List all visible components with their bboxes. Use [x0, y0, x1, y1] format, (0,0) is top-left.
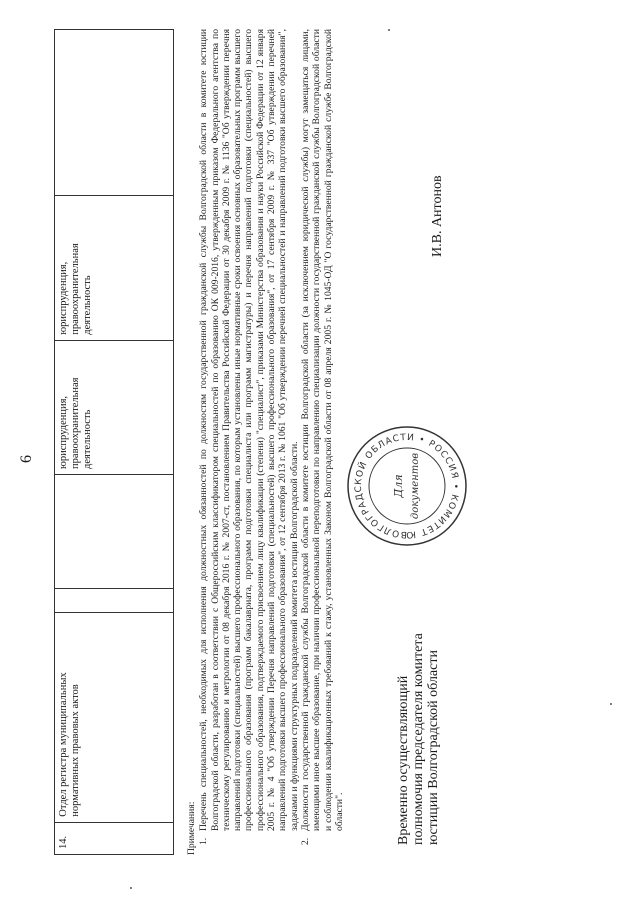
- table-row: [55, 30, 174, 855]
- education-requirement-cell: юриспруденция, правоохранительная деятельность: [55, 340, 174, 474]
- signatory-name: И.В. Антонов: [430, 175, 445, 257]
- note-text: Перечень специальностей, необходимых для исполнения должностных обязанностей по должностям государственной гражданской службы Волгоградской области в комитете юстиции Волгоградской области, разработан в соответствии с Общероссийским классификатором специальностей по образованию ОК 009-2016, утвержденным приказом Федерального агентства по техническому регулированию и метрологии от 08 декабря 2016 г. № 2007-ст, постановлением Правительства Российской Федерации от 30 декабря 2009 г. № 1136 "Об утверждении перечня направлений подготовки (специальностей) высшего профессионального образования, по которым установлены иные нормативные сроки освоения основных образовательных программ высшего профессионального образования (программ бакалавриата, программ подготовки специалиста или программ магистратуры) и перечня направлений подготовки (специальностей) высшего профессионального образования, подтверждаемого присвоением лицу квалификации (степени) "специалист", приказами Министерства образования и науки Российской Федерации от 12 января 2005 г. № 4 "Об утверждении Перечня направлений подготовки (специальностей) высшего профессионального образования", от 17 сентября 2009 г. № 337 "Об утверждении перечней направлений подготовки высшего профессионального образования", от 12 сентября 2013 г. № 1061 "Об утверждении перечней специальностей и направлений подготовки высшего образования", задачами и функциями структурных подразделений комитета юстиции Волгоградской области.: [198, 29, 300, 831]
- svg-text:документов: документов: [410, 452, 421, 520]
- notes-section: [186, 29, 345, 855]
- signature-title-line: юстиции Волгоградской области: [426, 650, 441, 845]
- row-number: 14.: [55, 822, 174, 854]
- note-text: Должности государственной гражданской службы Волгоградской области в комитете юстиции Волгоградской области (за исключением юридической службы) могут замещаться лицами, имеющими иное высшее образование, при наличии профессиональной переподготовки по направлению специализации должности государственной гражданской службы Волгоградской области и соблюдении квалификационных требований к стажу, установленных Законом Волгоградской области от 08 апреля 2005 г. № 1045-ОД "О государственной гражданской службе Волгоградской области".: [299, 29, 345, 831]
- notes-title: Примечания:: [186, 801, 197, 855]
- signature-title-line: полномочия председателя комитета: [411, 633, 426, 845]
- empty-cell: [55, 588, 174, 612]
- signature-block: [396, 633, 441, 845]
- education-requirement-cell: юриспруденция, правоохранительная деятельность: [55, 195, 174, 340]
- official-seal-stamp: [344, 423, 470, 549]
- positions-table: [54, 29, 174, 855]
- empty-cell: [55, 474, 174, 588]
- note-number: 1.: [198, 837, 210, 845]
- scan-speck: [130, 887, 132, 889]
- svg-text:ВОЛГОГРАДСКОЙ ОБЛАСТИ • РОССИЯ: ВОЛГОГРАДСКОЙ ОБЛАСТИ • РОССИЯ • КОМИТЕТ Ю: [353, 432, 461, 540]
- svg-text:Для: Для: [392, 474, 405, 498]
- signature-title-line: Временно осуществляющий: [396, 675, 411, 845]
- note-item: [198, 29, 300, 845]
- scan-speck: [388, 29, 390, 31]
- scan-speck: [610, 703, 612, 705]
- page-number: 6: [18, 455, 35, 463]
- note-item: [300, 29, 345, 845]
- empty-cell: [55, 30, 174, 196]
- department-cell: Отдел регистра муниципальных нормативных правовых актов: [55, 612, 174, 822]
- note-number: 2.: [299, 837, 311, 845]
